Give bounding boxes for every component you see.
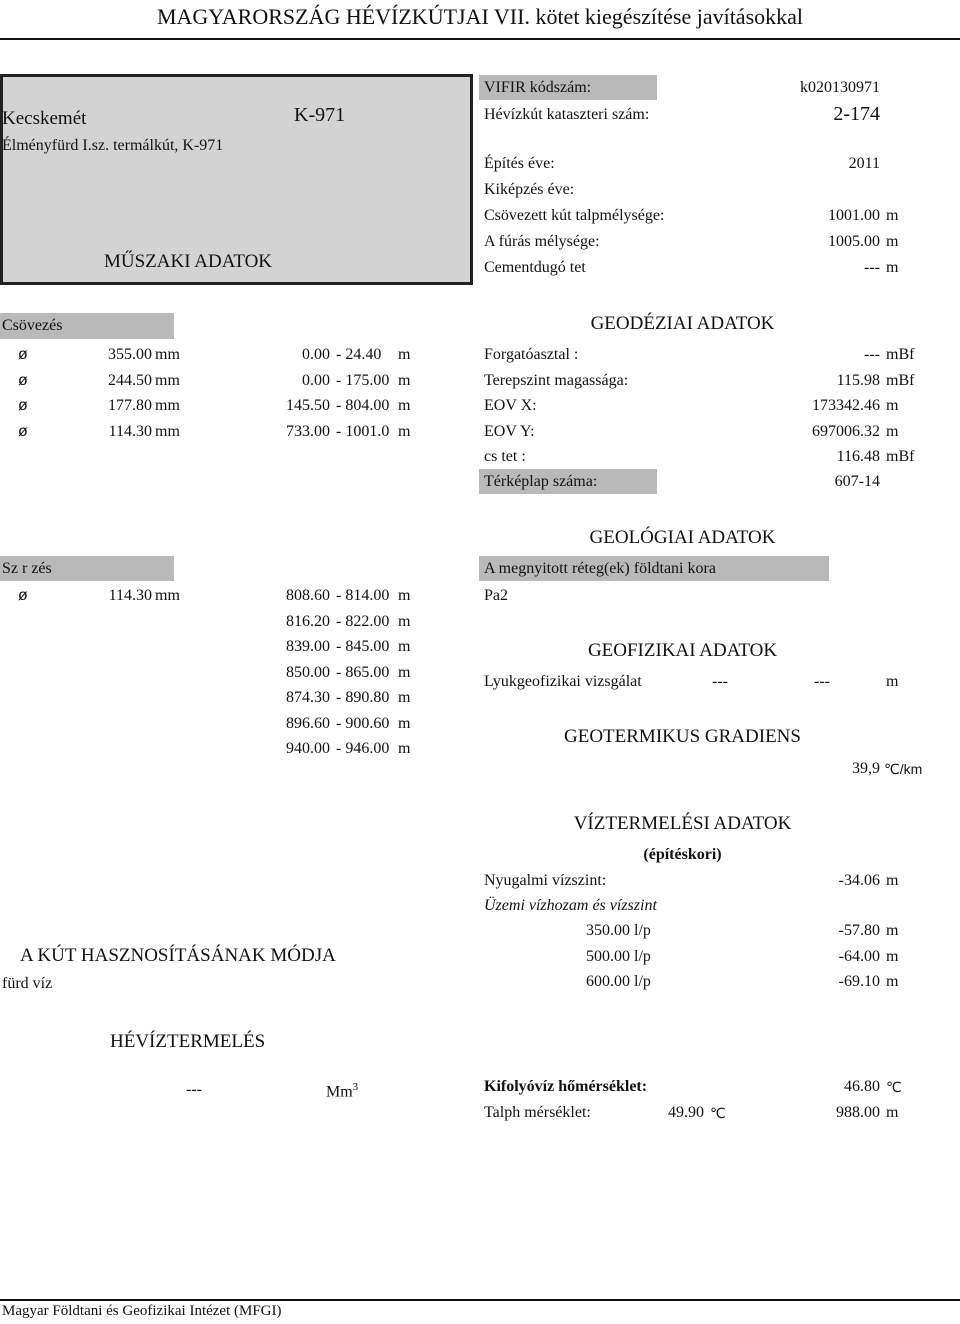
geophysics-title: GEOFIZIKAI ADATOK — [587, 640, 778, 661]
well-location: Kecskemét — [2, 108, 87, 129]
outflow-temp-label: Kifolyóvíz hőmérséklet: — [484, 1078, 648, 1095]
casing-diameter: 177.80 — [108, 397, 152, 414]
diameter-icon: ø — [18, 397, 28, 414]
diameter-icon: ø — [18, 346, 28, 363]
screening-to: - 946.00 — [336, 740, 390, 757]
screening-unit: m — [398, 638, 411, 655]
header-rule — [0, 38, 960, 40]
geodesy-label: EOV Y: — [484, 422, 535, 440]
diameter-icon: ø — [18, 371, 28, 389]
level-value: -57.80 — [838, 922, 880, 939]
casing-diameter-unit: mm — [155, 346, 180, 363]
bottom-temp-unit: ℃ — [710, 1105, 726, 1121]
screening-diameter: 114.30 — [108, 587, 152, 604]
casing-diameter: 244.50 — [108, 371, 152, 389]
well-code: K-971 — [294, 104, 346, 126]
geothermal-unit: ℃/km — [884, 761, 923, 777]
screening-diameter-unit: mm — [155, 587, 180, 604]
geophysics-value-2: --- — [814, 673, 830, 690]
casing-from: 0.00 — [302, 371, 330, 389]
geodesy-unit: mBf — [886, 448, 915, 465]
casing-unit: m — [398, 397, 411, 414]
flow-unit: l/p — [634, 973, 651, 990]
screening-to: - 900.60 — [336, 714, 390, 732]
level-value: -64.00 — [838, 947, 880, 965]
cement-unit: m — [886, 259, 899, 276]
screening-unit: m — [398, 714, 411, 732]
built-label: Építés éve: — [484, 155, 555, 172]
casing-diameter: 114.30 — [108, 422, 152, 440]
production-title: HÉVÍZTERMELÉS — [110, 1031, 266, 1052]
geodesy-unit: mBf — [886, 371, 915, 389]
outflow-temp-unit: ℃ — [886, 1079, 902, 1095]
geothermal-title: GEOTERMIKUS GRADIENS — [564, 726, 801, 747]
vifir-value: k020130971 — [800, 79, 880, 96]
footer-rule — [0, 1299, 960, 1301]
geodesy-value: 116.48 — [836, 448, 880, 465]
level-value: -69.10 — [838, 973, 880, 990]
screening-from: 896.60 — [286, 714, 330, 732]
map-sheet-value: 607-14 — [834, 473, 880, 490]
screening-unit: m — [398, 587, 411, 604]
level-unit: m — [886, 947, 899, 965]
static-level-unit: m — [886, 872, 899, 889]
cased-depth-label: Csövezett kút talpmélysége: — [484, 207, 665, 224]
geophysics-unit: m — [886, 673, 899, 690]
well-name: Élményfürd I.sz. termálkút, K-971 — [2, 137, 224, 154]
page-title: MAGYARORSZÁG HÉVÍZKÚTJAI VII. kötet kiegészítése javításokkal — [156, 4, 804, 29]
level-unit: m — [886, 973, 899, 990]
cement-value: --- — [864, 259, 880, 276]
geophysics-value-1: --- — [712, 673, 728, 690]
layer-value: Pa2 — [484, 587, 508, 604]
screening-unit: m — [398, 612, 411, 630]
geothermal-value: 39,9 — [852, 760, 880, 777]
cadastre-value: 2-174 — [833, 103, 880, 125]
cased-depth-value: 1001.00 — [828, 207, 880, 224]
screening-from: 816.20 — [286, 612, 330, 630]
drill-depth-label: A fúrás mélysége: — [484, 233, 600, 250]
usage-value: fürd víz — [2, 975, 53, 992]
geodesy-value: 115.98 — [836, 371, 880, 389]
operational-label: Üzemi vízhozam és vízszint — [484, 897, 657, 914]
geodesy-value: --- — [864, 346, 880, 363]
casing-to: - 1001.0 — [336, 422, 390, 440]
screening-unit: m — [398, 689, 411, 706]
vifir-label: VIFIR kódszám: — [484, 79, 592, 96]
water-subtitle: (építéskori) — [643, 846, 722, 863]
bottom-temp-label: Talph mérséklet: — [484, 1104, 591, 1121]
screening-to: - 865.00 — [336, 663, 390, 681]
geodesy-label: cs tet : — [484, 448, 526, 465]
bottom-temp-value: 49.90 — [668, 1104, 704, 1121]
cadastre-label: Hévízkút kataszteri szám: — [484, 106, 650, 123]
geology-title: GEOLÓGIAI ADATOK — [589, 527, 776, 548]
geodesy-value: 173342.46 — [812, 397, 880, 414]
flow-value: 500.00 — [586, 947, 630, 965]
footer-text: Magyar Földtani és Geofizikai Intézet (MFGI) — [2, 1303, 282, 1319]
geodesy-label: Forgatóasztal : — [484, 346, 579, 363]
drill-depth-unit: m — [886, 233, 899, 250]
flow-unit: l/p — [634, 922, 651, 939]
casing-to: - 175.00 — [336, 371, 390, 389]
production-value: --- — [186, 1081, 202, 1098]
casing-from: 0.00 — [302, 346, 330, 363]
casing-title: Csövezés — [2, 317, 63, 334]
casing-diameter-unit: mm — [155, 397, 180, 414]
cement-label: Cementdugó tet — [484, 259, 586, 276]
screening-to: - 814.00 — [336, 587, 390, 604]
geodesy-title: GEODÉZIAI ADATOK — [590, 313, 775, 334]
casing-unit: m — [398, 346, 411, 363]
geodesy-value: 697006.32 — [812, 422, 880, 440]
screening-from: 808.60 — [286, 587, 330, 604]
geodesy-label: EOV X: — [484, 397, 537, 414]
usage-title: A KÚT HASZNOSÍTÁSÁNAK MÓDJA — [20, 945, 336, 966]
flow-value: 600.00 — [586, 973, 630, 990]
geodesy-unit: m — [886, 422, 899, 440]
outflow-temp-value: 46.80 — [844, 1078, 880, 1095]
screening-from: 940.00 — [286, 740, 330, 757]
tech-section-title: MŰSZAKI ADATOK — [104, 251, 273, 272]
cased-depth-unit: m — [886, 207, 899, 224]
screening-unit: m — [398, 740, 411, 757]
bottom-temp-depth-unit: m — [886, 1104, 899, 1121]
casing-unit: m — [398, 422, 411, 440]
geodesy-label: Terepszint magassága: — [484, 371, 629, 389]
static-level-value: -34.06 — [838, 872, 880, 889]
static-level-label: Nyugalmi vízszint: — [484, 872, 607, 889]
map-sheet-label: Térképlap száma: — [484, 473, 598, 490]
casing-from: 733.00 — [286, 422, 330, 440]
diameter-icon: ø — [18, 422, 28, 440]
screening-to: - 845.00 — [336, 638, 390, 655]
casing-to: - 24.40 — [336, 346, 382, 363]
diameter-icon: ø — [18, 587, 28, 604]
screening-to: - 822.00 — [336, 612, 390, 630]
screening-to: - 890.80 — [336, 689, 390, 706]
casing-diameter: 355.00 — [108, 346, 152, 363]
water-title: VÍZTERMELÉSI ADATOK — [573, 813, 792, 834]
casing-from: 145.50 — [286, 397, 330, 414]
geodesy-unit: m — [886, 397, 899, 414]
geodesy-unit: mBf — [886, 346, 915, 363]
layer-label: A megnyitott réteg(ek) földtani kora — [484, 560, 716, 577]
built-value: 2011 — [848, 155, 880, 172]
casing-diameter-unit: mm — [155, 371, 180, 389]
completed-label: Kiképzés éve: — [484, 181, 575, 198]
bottom-temp-depth: 988.00 — [836, 1104, 880, 1121]
casing-unit: m — [398, 371, 411, 389]
casing-to: - 804.00 — [336, 397, 390, 414]
screening-from: 850.00 — [286, 663, 330, 681]
screening-from: 839.00 — [286, 638, 330, 655]
level-unit: m — [886, 922, 899, 939]
screening-unit: m — [398, 663, 411, 681]
drill-depth-value: 1005.00 — [828, 233, 880, 250]
screening-title: Sz r zés — [2, 560, 52, 577]
screening-from: 874.30 — [286, 689, 330, 706]
flow-unit: l/p — [634, 947, 651, 965]
casing-diameter-unit: mm — [155, 422, 180, 440]
flow-value: 350.00 — [586, 922, 630, 939]
production-unit: Mm$^3$ — [326, 1081, 359, 1101]
geophysics-label: Lyukgeofizikai vizsgálat — [484, 673, 642, 690]
